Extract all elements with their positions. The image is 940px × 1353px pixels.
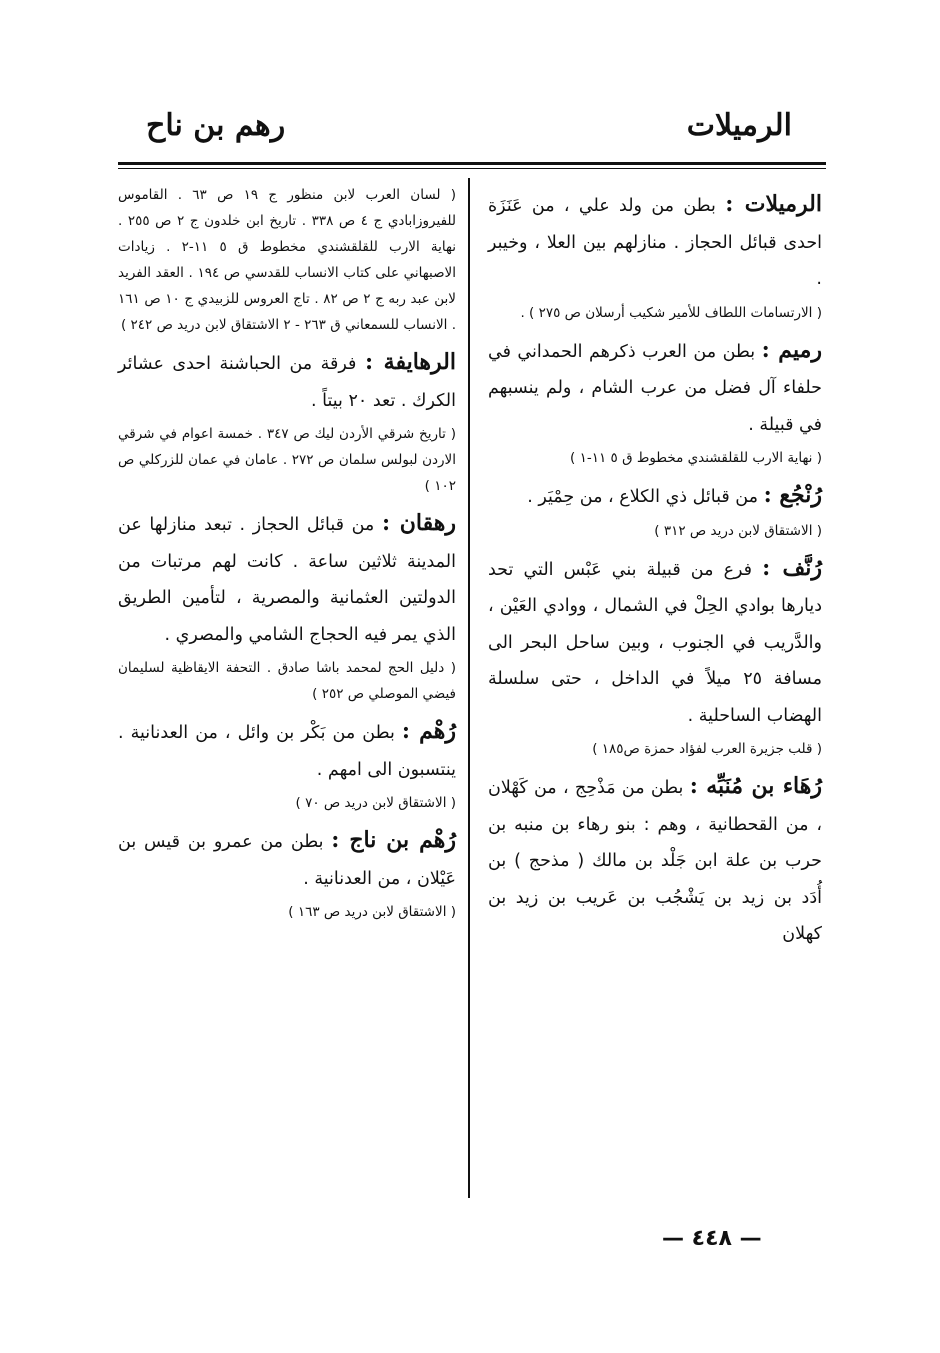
entry-rumaym [488, 332, 822, 444]
entry-term: رهقان : [381, 510, 456, 536]
entry-rahayifa [118, 344, 456, 419]
entry-text: من قبائل الحجاز . تبعد منازلها عن المدينة ثلاثين ساعة . كانت لهم مرتبات من الدولتين العثمانية والمصرية ، لتأمين الطريق الذي يمر فيه الحجاج الشامي والمصري . [118, 515, 456, 645]
entry-reference: ( دليل الحج لمحمد باشا صادق . التحفة الايقاظية لسليمان فيضي الموصلي ص ٢٥٢ ) [118, 660, 456, 702]
entry-reference: ( قلب جزيرة العرب لفؤاد حمزة ص١٨٥ ) [592, 741, 822, 757]
entry-ruhm-bin-naj [118, 822, 456, 897]
entry-rumaylat [488, 186, 822, 298]
entry-reference: ( الاشتقاق لابن دريد ص ١٦٣ ) [288, 904, 456, 920]
entry-ruhm [118, 713, 456, 788]
entry-text: بطن من ولد علي ، من عَنَزَة احدى قبائل الحجاز . منازلهم بين العلا ، وخيبر . [488, 196, 822, 289]
entry-term: رُهْم بن ناج : [331, 827, 456, 853]
right-column [488, 186, 822, 953]
entry-text: بطن من عمرو بن قيس بن عَيْلان ، من العدنانية . [118, 832, 456, 889]
column-divider [468, 178, 470, 1198]
entry-term: رُنْجُع : [763, 482, 822, 508]
entry-text: فرقة من الحباشنة احدى عشائر الكرك . تعد ٢٠ بيتاً . [118, 354, 456, 411]
entry-reference: ( الاشتقاق لابن دريد ص ٣١٢ ) [654, 522, 822, 539]
entry-term: الرهايفة : [364, 349, 456, 375]
page-number: — ٤٤٨ — [662, 1226, 762, 1251]
entry-text: فرع من قبيلة بني عَبْس التي تحد ديارها بوادي الحِلْ في الشمال ، ووادي العَيْن ، والدَّريب في الجنوب ، وبين ساحل البحر الى مسافة ٢٥ ميلاً في الداخل ، حتى سلسلة الهضاب الساحلية . [488, 559, 822, 726]
header-rule-thin [118, 168, 826, 169]
entry-ruhaa-bin-munabbih [488, 768, 822, 953]
entry-text: بطن من مَذْحِج ، من كَهْلان ، من القحطانية ، وهم : بنو رهاء بن منبه بن حرب بن علة ابن جَلْد بن مالك ( مذحج ) بن أُدَد بن زيد بن يَشْجُب بن عَريب بن زيد بن كهلان [488, 778, 822, 944]
entry-reference: ( الاشتقاق لابن دريد ص ٧٠ ) [295, 795, 456, 811]
header-rule-thick [118, 162, 826, 165]
entry-term: الرميلات : [725, 191, 822, 217]
left-column [118, 180, 456, 931]
entry-term: رُنَّف : [762, 554, 822, 581]
entry-term: رميم : [761, 336, 822, 363]
entry-text: بطن من بَكْر بن وائل ، من العدنانية . ينتسبون الى امهم . [118, 723, 456, 780]
entry-term: رُهَاء بن مُنَبِّه : [689, 773, 822, 799]
entry-reference: ( تاريخ شرقي الأردن ليك ص ٣٤٧ . خمسة اعوام في شرقي الاردن لبولس سلمان ص ٢٧٢ . عامان في عمان للزركلي ص ١٠٢ ) [118, 426, 456, 494]
entry-text: بطن من العرب ذكرهم الحمداني في حلفاء آل فضل من عرب الشام ، ولم ينسبهم في قبيلة . [488, 341, 822, 435]
running-head-left: رهم بن ناح [146, 108, 286, 143]
entry-reference: ( نهاية الارب للقلقشندي مخطوط ق ٥ ١١-١ ) [570, 450, 822, 466]
entry-reference: ( الارتسامات اللطاف للأمير شكيب أرسلان ص ٢٧٥ ) . [520, 304, 822, 321]
entry-term: رُهْم : [401, 718, 456, 744]
entry-text: من قبائل ذي الكلاع ، من حِمْيَر . [527, 487, 758, 507]
entry-runnaf [488, 550, 822, 735]
continued-references: ( لسان العرب لابن منظور ج ١٩ ص ٦٣ . القاموس للفيروزابادي ج ٤ ص ٣٣٨ . تاريخ ابن خلدون ج ٢ ص ٢٥٥ . نهاية الارب للقلقشندي مخطوط ق ٥ ١١-٢ . زيادات الاصبهاني على كتاب الانساب للقدسي ص ١٩٤ . العقد الفريد لابن عبد ربه ج ٢ ص ٨٢ . تاج العروس للزبيدي ج ١٠ ص ١٦١ . الانساب للسمعاني ق ٢٦٣ - ٢ الاشتقاق لابن دريد ص ٢٤٢ ) [118, 187, 457, 333]
running-head-right: الرميلات [686, 108, 792, 143]
entry-rahqan [118, 505, 456, 653]
entry-runjuj [488, 477, 822, 516]
